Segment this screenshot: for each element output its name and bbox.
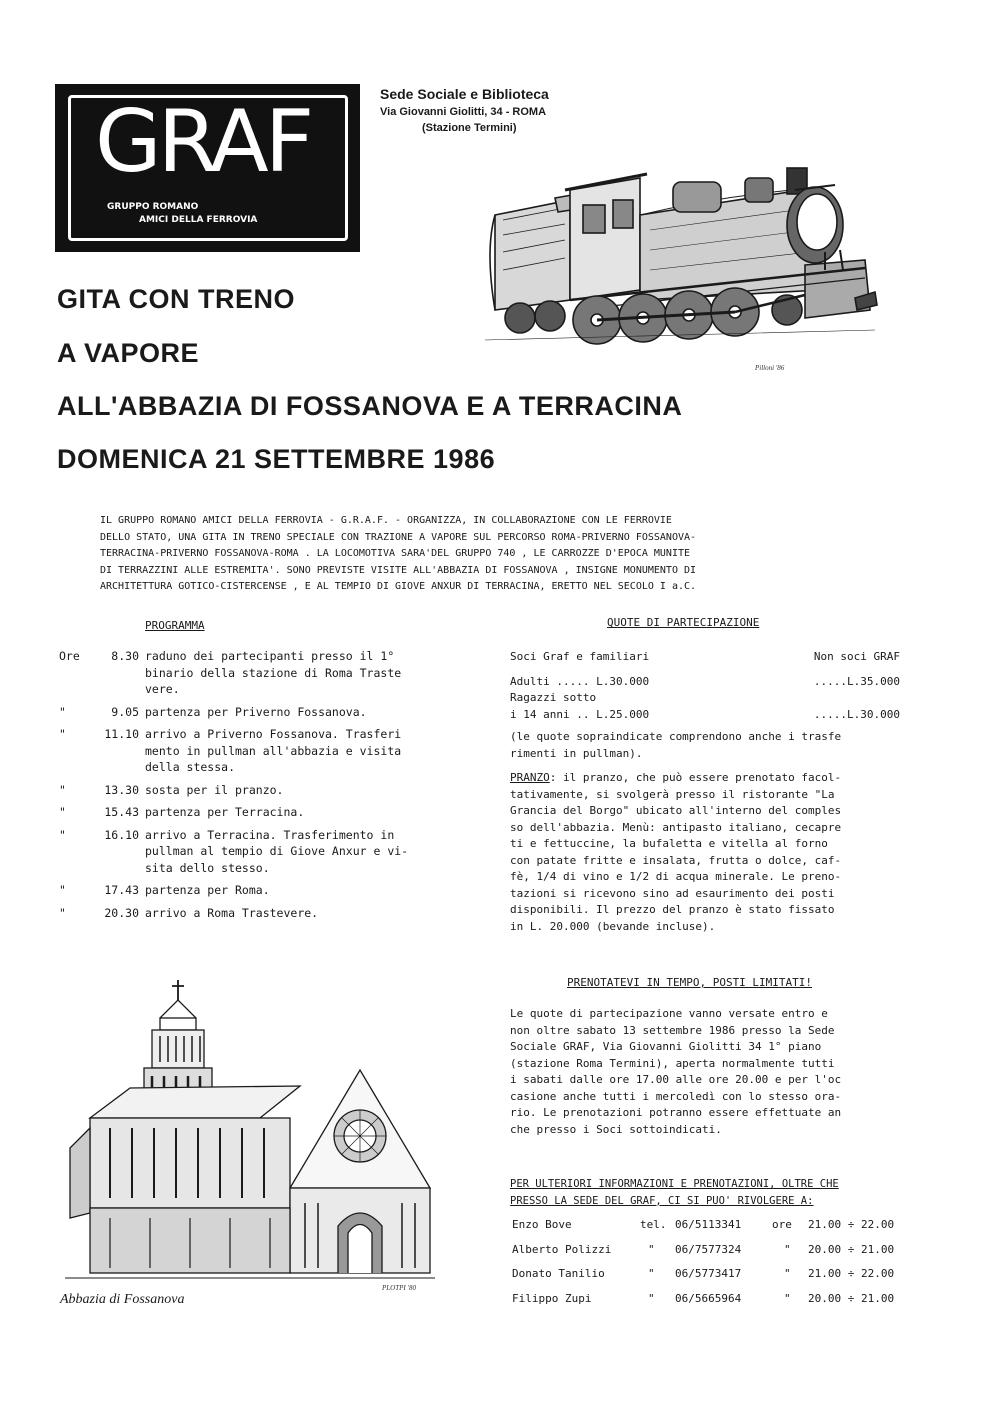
program-time: 15.43 [104, 805, 139, 819]
program-item [59, 882, 439, 899]
contact-tel-prefix: " [648, 1267, 655, 1280]
contact-hours-prefix: ore [772, 1218, 792, 1231]
program-prefix: " [59, 827, 66, 842]
quote-col-non-soci: Non soci GRAF [813, 650, 900, 663]
program-item [59, 704, 439, 721]
contact-hours: 20.00 ÷ 21.00 [808, 1242, 895, 1256]
program-desc: partenza per Terracina. [145, 805, 305, 819]
contact-name: Alberto Polizzi [512, 1242, 612, 1256]
steam-locomotive-illustration [425, 160, 880, 375]
program-time: 17.43 [104, 883, 139, 897]
contact-hours-prefix: " [784, 1267, 791, 1280]
hq-street: Via Giovanni Giolitti, 34 - ROMA [380, 106, 547, 118]
program-prefix: " [59, 704, 66, 719]
program-time: 20.30 [104, 905, 139, 920]
contacts-table [512, 1217, 904, 1315]
program-item [59, 782, 439, 799]
booking-heading: PRENOTATEVI IN TEMPO, POSTI LIMITATI! [567, 976, 813, 989]
program-prefix: " [59, 805, 66, 819]
program-desc: arrivo a Roma Trastevere. [145, 905, 319, 920]
contact-phone: 06/5773417 [675, 1267, 742, 1280]
contact-tel-prefix: " [648, 1291, 655, 1305]
headline-line-4: DOMENICA 21 SETTEMBRE 1986 [57, 444, 496, 474]
pranzo-label: PRANZO [510, 771, 550, 784]
program-desc: raduno dei partecipanti presso il 1° binario della stazione di Roma Traste vere. [145, 649, 402, 696]
contact-hours: 21.00 ÷ 22.00 [808, 1267, 895, 1280]
contact-row [512, 1242, 904, 1267]
program-prefix: " [59, 905, 66, 920]
quote-header-row [510, 649, 900, 666]
headquarters-address [380, 84, 549, 136]
pranzo-paragraph [510, 770, 900, 935]
booking-paragraph: Le quote di partecipazione vanno versate entro e non oltre sabato 13 settembre 1986 presso la Sede Sociale GRAF, Via Giovanni Giolitti 34 1° piano (stazione Roma Termini), aperta normalmente tutti i sabati dalle ore 17.00 alle ore 20.00 e per l'oc casione anche tutti i mercoledì con lo stesso ora- rio. Le prenotazioni potranno essere effettuate an che presso i Soci sottoindicati. [510, 1007, 842, 1136]
program-desc: partenza per Priverno Fossanova. [145, 704, 367, 719]
contact-phone: 06/5113341 [675, 1218, 742, 1231]
hq-title: Sede Sociale e Biblioteca [380, 86, 549, 102]
program-item [59, 827, 439, 877]
contact-row [512, 1217, 904, 1242]
quote-ragazzi-label-row [510, 690, 900, 707]
train-artist-signature: Pilloni '86 [755, 364, 785, 372]
program-prefix: " [59, 727, 66, 741]
program-time: 11.10 [104, 727, 139, 741]
quote-ragazzi-1: Ragazzi sotto [510, 691, 597, 704]
logo-subtitle-1: GRUPPO ROMANO [107, 202, 199, 212]
graf-logo [55, 84, 360, 252]
program-desc: arrivo a Priverno Fossanova. Trasferi mento in pullman all'abbazia e visita della stessa. [145, 727, 402, 774]
contact-hours: 21.00 ÷ 22.00 [808, 1218, 895, 1231]
contact-row [512, 1266, 904, 1291]
program-time: 16.10 [104, 827, 139, 842]
program-prefix: " [59, 883, 66, 897]
contact-tel-prefix: " [648, 1242, 655, 1256]
hq-station: (Stazione Termini) [422, 122, 517, 134]
program-desc: partenza per Roma. [145, 883, 270, 897]
quote-ragazzi-non: .....L.30.000 [813, 707, 900, 721]
abbey-caption: Abbazia di Fossanova [60, 1292, 185, 1307]
contact-phone: 06/7577324 [675, 1242, 742, 1256]
contact-hours-prefix: " [784, 1291, 791, 1305]
contact-hours: 20.00 ÷ 21.00 [808, 1291, 895, 1305]
logo-word: GRAF [95, 92, 311, 192]
quote-ragazzi-row [510, 707, 900, 724]
contact-name: Enzo Bove [512, 1218, 572, 1231]
abbey-illustration [60, 978, 440, 1290]
logo-subtitle-2: AMICI DELLA FERROVIA [139, 215, 258, 225]
program-time: 9.05 [111, 704, 139, 719]
program-item [59, 726, 439, 776]
quote-adulti-row [510, 674, 900, 691]
contact-hours-prefix: " [784, 1242, 791, 1256]
headline-line-3: ALL'ABBAZIA DI FOSSANOVA E A TERRACINA [57, 391, 683, 421]
program-desc: arrivo a Terracina. Trasferimento in pullman al tempio di Giove Anxur e vi- sita dello stesso. [145, 827, 409, 875]
program-time: 13.30 [104, 782, 139, 797]
program-desc: sosta per il pranzo. [145, 782, 284, 797]
program-heading: PROGRAMMA [145, 619, 205, 632]
contact-name: Filippo Zupi [512, 1291, 592, 1305]
contact-name: Donato Tanilio [512, 1267, 605, 1280]
quote-adulti-non: .....L.35.000 [813, 674, 900, 688]
quote-table [510, 649, 900, 935]
info-heading: PER ULTERIORI INFORMAZIONI E PRENOTAZIONI, OLTRE CHE PRESSO LA SEDE DEL GRAF, CI SI PUO' RIVOLGERE A: [510, 1178, 839, 1207]
contact-phone: 06/5665964 [675, 1291, 742, 1305]
headline-line-1: GITA CON TRENO [57, 284, 295, 314]
abbey-artist-signature: PLOTPI '80 [382, 1284, 416, 1290]
quote-note: (le quote sopraindicate comprendono anche i trasfe rimenti in pullman). [510, 730, 842, 760]
pranzo-text: : il pranzo, che può essere prenotato facol- tativamente, si svolgerà presso il ristorante "La Grancia del Borgo" ubicato all'interno del comples so dell'abbazia. Menù: antipasto italiano, cecapre ti e fettuccine, la bufaletta e vitella al forno con patate fritte e insalata, frutta o dolce, caf- fè, 1/4 di vino e 1/2 di acqua minerale. Le preno- tazioni si ricevono sino ad esaurimento dei posti disponibili. Il prezzo del pranzo è stato fissato in L. 20.000 (bevande incluse). [510, 771, 842, 933]
program-prefix: " [59, 782, 66, 797]
program-item [59, 905, 439, 922]
quote-heading: QUOTE DI PARTECIPAZIONE [607, 616, 760, 629]
contact-tel-prefix: tel. [640, 1218, 667, 1231]
quote-ragazzi-2: i 14 anni .. L.25.000 [510, 707, 650, 721]
quote-adulti: Adulti ..... L.30.000 [510, 674, 650, 688]
intro-paragraph: IL GRUPPO ROMANO AMICI DELLA FERROVIA - G.R.A.F. - ORGANIZZA, IN COLLABORAZIONE CON LE FERROVIE DELLO STATO, UNA GITA IN TRENO SPECIALE CON TRAZIONE A VAPORE SUL PERCORSO ROMA-PRIVERNO FOSSANOVA- TERRACINA-PRIVERNO FOSSANOVA-ROMA . LA LOCOMOTIVA SARA'DEL GRUPPO 740 , LE CARROZZE D'EPOCA MUNITE DI TERRAZZINI ALLE ESTREMITA'. SONO PREVISTE VISITE ALL'ABBAZIA DI FOSSANOVA , INSIGNE MONUMENTO DI ARCHITETTURA GOTICO-CISTERCENSE , E AL TEMPIO DI GIOVE ANXUR DI TERRACINA, ERETTO NEL SECOLO I a.C. [100, 515, 697, 592]
contact-row [512, 1291, 904, 1316]
program-prefix: Ore [59, 649, 80, 663]
quote-col-soci: Soci Graf e familiari [510, 650, 650, 663]
program-item [59, 648, 439, 698]
headline-line-2: A VAPORE [57, 338, 200, 368]
program-list [59, 648, 439, 927]
program-time: 8.30 [111, 649, 139, 663]
program-item [59, 804, 439, 821]
